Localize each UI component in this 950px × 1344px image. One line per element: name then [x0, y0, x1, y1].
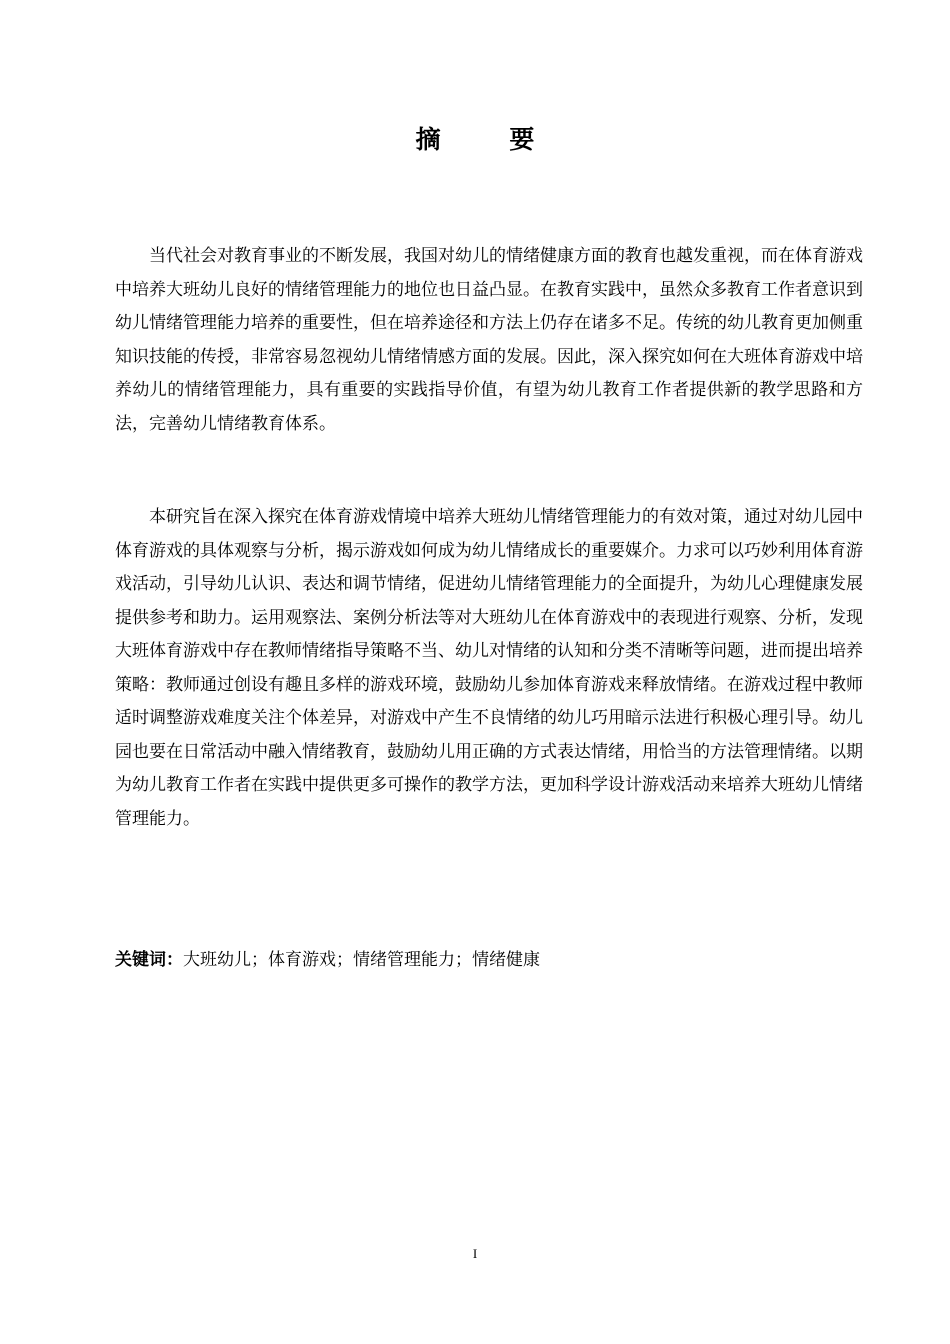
abstract-paragraph: 本研究旨在深入探究在体育游戏情境中培养大班幼儿情绪管理能力的有效对策，通过对幼儿园中体育游戏的具体观察与分析，揭示游戏如何成为幼儿情绪成长的重要媒介。力求可以巧妙利用体育游戏活动，引导幼儿认识、表达和调节情绪，促进幼儿情绪管理能力的全面提升，为幼儿心理健康发展提供参考和助力。运用观察法、案例分析法等对大班幼儿在体育游戏中的表现进行观察、分析，发现大班体育游戏中存在教师情绪指导策略不当、幼儿对情绪的认知和分类不清晰等问题，进而提出培养策略：教师通过创设有趣且多样的游戏环境，鼓励幼儿参加体育游戏来释放情绪。在游戏过程中教师适时调整游戏难度关注个体差异，对游戏中产生不良情绪的幼儿巧用暗示法进行积极心理引导。幼儿园也要在日常活动中融入情绪教育，鼓励幼儿用正确的方式表达情绪，用恰当的方法管理情绪。以期为幼儿教育工作者在实践中提供更多可操作的教学方法，更加科学设计游戏活动来培养大班幼儿情绪管理能力。 — [115, 507, 863, 829]
keywords-label: 关键词： — [115, 950, 183, 970]
keywords-text: 大班幼儿；体育游戏；情绪管理能力；情绪健康 — [183, 950, 540, 970]
abstract-paragraph: 当代社会对教育事业的不断发展，我国对幼儿的情绪健康方面的教育也越发重视，而在体育游戏中培养大班幼儿良好的情绪管理能力的地位也日益凸显。在教育实践中，虽然众多教育工作者意识到幼儿情绪管理能力培养的重要性，但在培养途径和方法上仍存在诸多不足。传统的幼儿教育更加侧重知识技能的传授，非常容易忽视幼儿情绪情感方面的发展。因此，深入探究如何在大班体育游戏中培养幼儿的情绪管理能力，具有重要的实践指导价值，有望为幼儿教育工作者提供新的教学思路和方法，完善幼儿情绪教育体系。 — [115, 246, 863, 434]
abstract-paragraph-1-block — [115, 240, 863, 441]
abstract-title: 摘 要 — [415, 125, 565, 154]
abstract-paragraph-2-block — [115, 501, 863, 836]
page-number: I — [472, 1246, 478, 1261]
keywords-line — [115, 945, 863, 975]
